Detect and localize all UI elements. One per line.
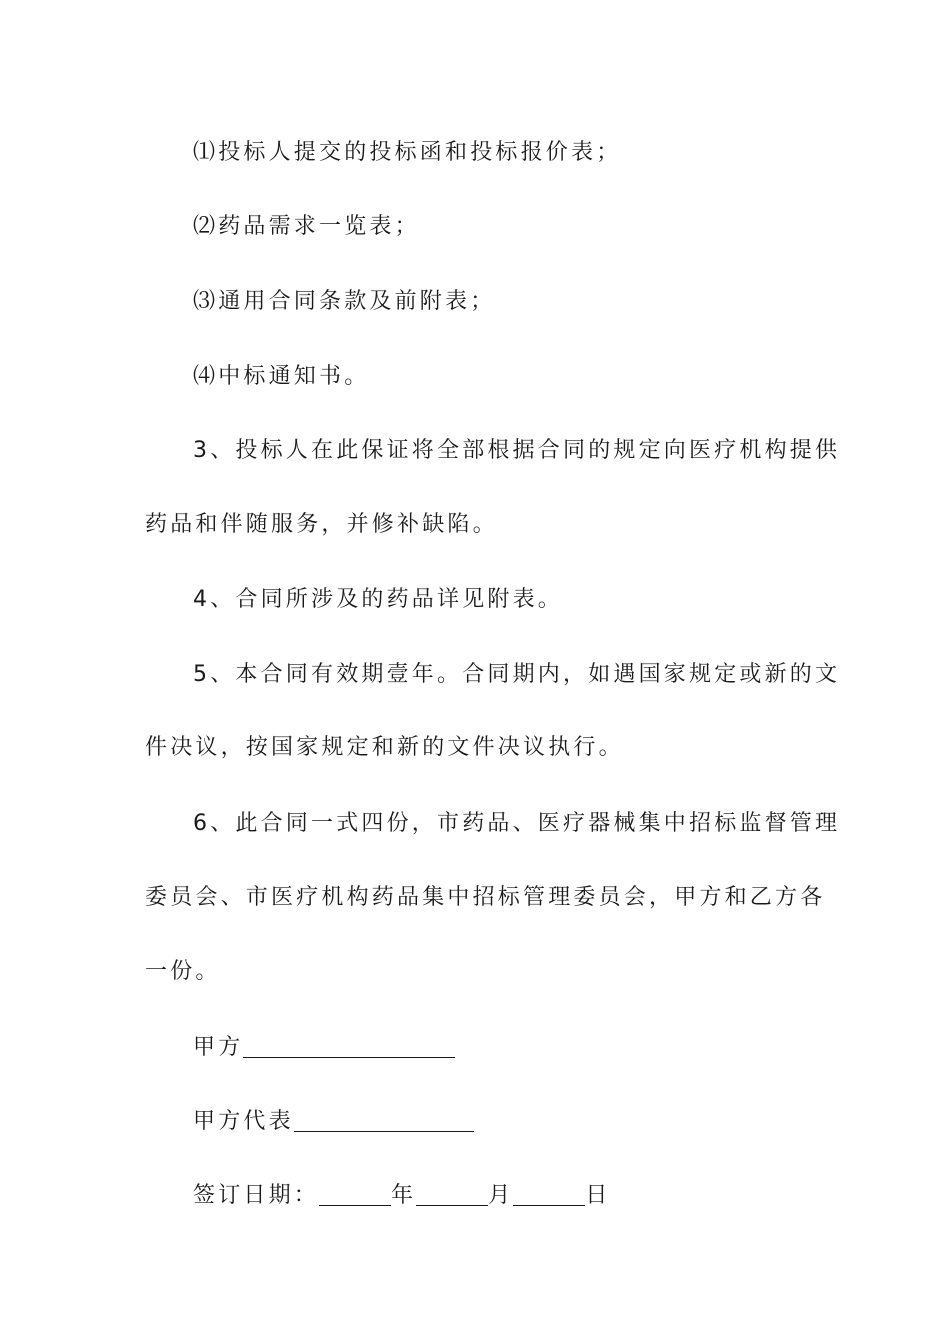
month-label: 月 [488, 1183, 514, 1208]
clause-5-line-1: 5、本合同有效期壹年。合同期内，如遇国家规定或新的文 [193, 662, 841, 687]
party-a-blank[interactable] [243, 1035, 455, 1058]
clause-6-line-3: 一份。 [145, 959, 221, 984]
clause-3-line-2: 药品和伴随服务，并修补缺陷。 [145, 512, 498, 537]
party-a-rep-blank[interactable] [294, 1109, 474, 1132]
party-a-rep-label: 甲方代表 [193, 1109, 294, 1134]
party-a-rep-row [193, 1108, 858, 1136]
party-a-label: 甲方 [193, 1035, 244, 1060]
list-item-4: ⑷中标通知书。 [193, 364, 370, 389]
clause-3-line-1: 3、投标人在此保证将全部根据合同的规定向医疗机构提供 [193, 438, 841, 463]
clause-6-line-2: 委员会、市医疗机构药品集中招标管理委员会，甲方和乙方各 [145, 885, 826, 910]
list-item-2: ⑵药品需求一览表； [193, 214, 420, 239]
list-item-3: ⑶通用合同条款及前附表； [193, 289, 496, 314]
day-blank[interactable] [513, 1183, 585, 1206]
year-blank[interactable] [319, 1183, 391, 1206]
clause-5-line-2: 件决议，按国家规定和新的文件决议执行。 [145, 735, 624, 760]
sign-date-row [193, 1182, 858, 1210]
year-label: 年 [391, 1183, 417, 1208]
clause-6-line-1: 6、此合同一式四份，市药品、医疗器械集中招标监督管理 [193, 811, 841, 836]
day-label: 日 [585, 1183, 611, 1208]
party-a-row [193, 1034, 858, 1062]
month-blank[interactable] [416, 1183, 488, 1206]
clause-4: 4、合同所涉及的药品详见附表。 [193, 587, 563, 612]
sign-date-label: 签订日期： [193, 1183, 320, 1208]
list-item-1: ⑴投标人提交的投标函和投标报价表； [193, 140, 622, 165]
